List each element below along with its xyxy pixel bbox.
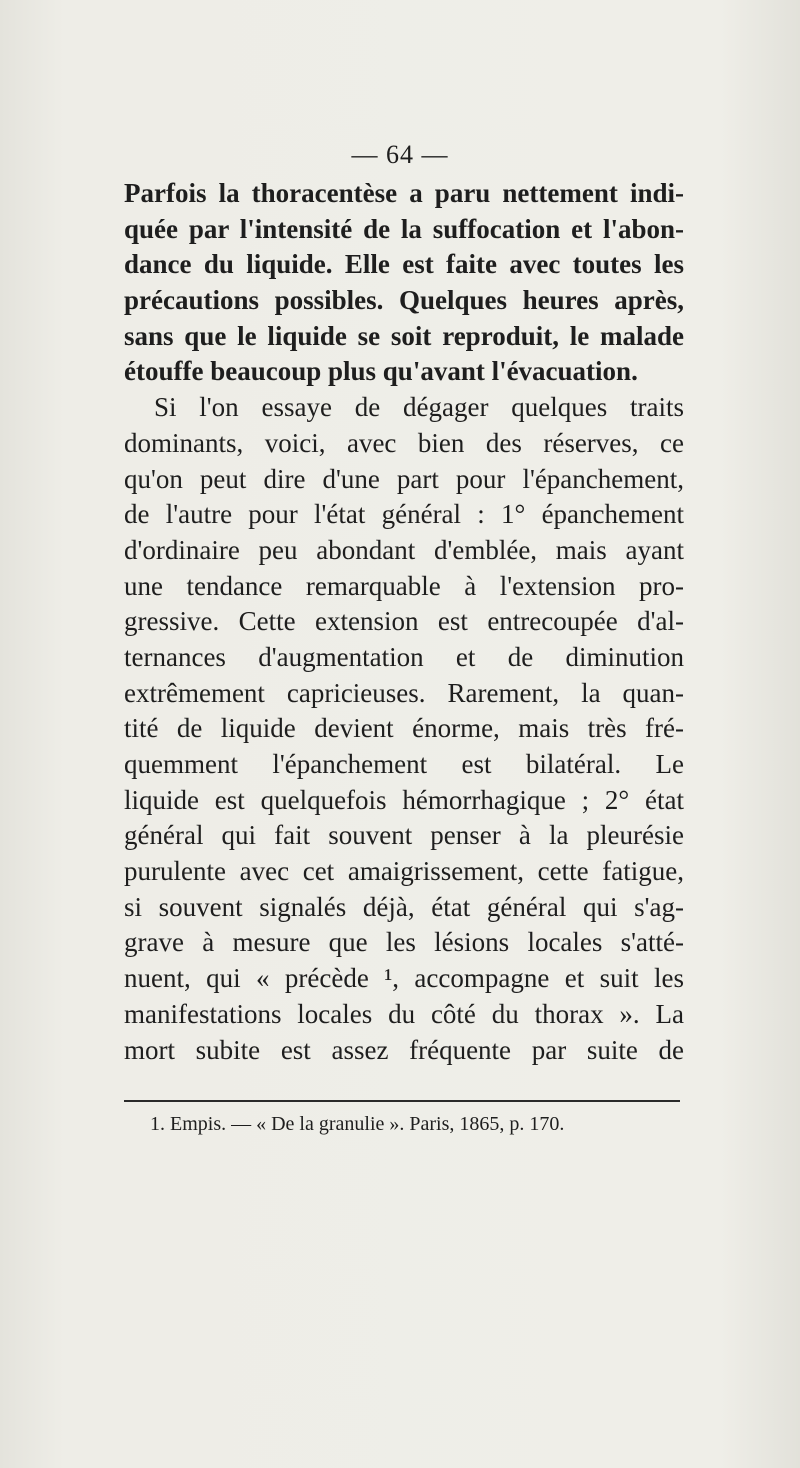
text-line: tité de liquide devient énorme, mais très fré- — [124, 713, 684, 744]
text-line: purulente avec cet amaigrissement, cette fatigue, — [124, 856, 684, 887]
text-line: d'ordinaire peu abondant d'emblée, mais ayant — [124, 534, 684, 565]
text-line: qu'on peut dire d'une part pour l'épanchement, — [124, 463, 684, 494]
text-line: dance du liquide. Elle est faite avec toutes les — [124, 249, 684, 280]
text-line: précautions possibles. Quelques heures après, — [124, 285, 684, 316]
footnote-divider — [124, 1100, 680, 1102]
text-line: dominants, voici, avec bien des réserves, ce — [124, 427, 684, 458]
footnote: 1. Empis. — « De la granulie ». Paris, 1865, p. 170. — [150, 1113, 565, 1135]
text-line: Si l'on essaye de dégager quelques traits — [154, 392, 684, 423]
text-line: sans que le liquide se soit reproduit, le malade — [124, 320, 684, 351]
text-line: manifestations locales du côté du thorax ». La — [124, 998, 684, 1029]
text-line: ternances d'augmentation et de diminution — [124, 641, 684, 672]
text-line: extrêmement capricieuses. Rarement, la quan- — [124, 677, 684, 708]
text-line: gressive. Cette extension est entrecoupée d'al- — [124, 606, 684, 637]
text-line: quée par l'intensité de la suffocation et l'abon- — [124, 213, 684, 244]
text-line: une tendance remarquable à l'extension pro- — [124, 570, 684, 601]
body-text — [124, 176, 684, 1068]
text-line: liquide est quelquefois hémorrhagique ; 2° état — [124, 784, 684, 815]
text-line: quemment l'épanchement est bilatéral. Le — [124, 749, 684, 779]
text-line: grave à mesure que les lésions locales s'atté- — [124, 927, 684, 958]
text-line: de l'autre pour l'état général : 1° épanchement — [124, 499, 684, 530]
text-line: mort subite est assez fréquente par suite de — [124, 1034, 684, 1065]
text-line: général qui fait souvent penser à la pleurésie — [124, 820, 684, 851]
text-line: Parfois la thoracentèse a paru nettement indi- — [124, 178, 684, 208]
text-line: étouffe beaucoup plus qu'avant l'évacuation. — [124, 356, 638, 387]
page-number: — 64 — — [351, 140, 449, 169]
text-line: si souvent signalés déjà, état général qui s'ag- — [124, 891, 684, 922]
text-line: nuent, qui « précède ¹, accompagne et suit les — [124, 963, 684, 994]
